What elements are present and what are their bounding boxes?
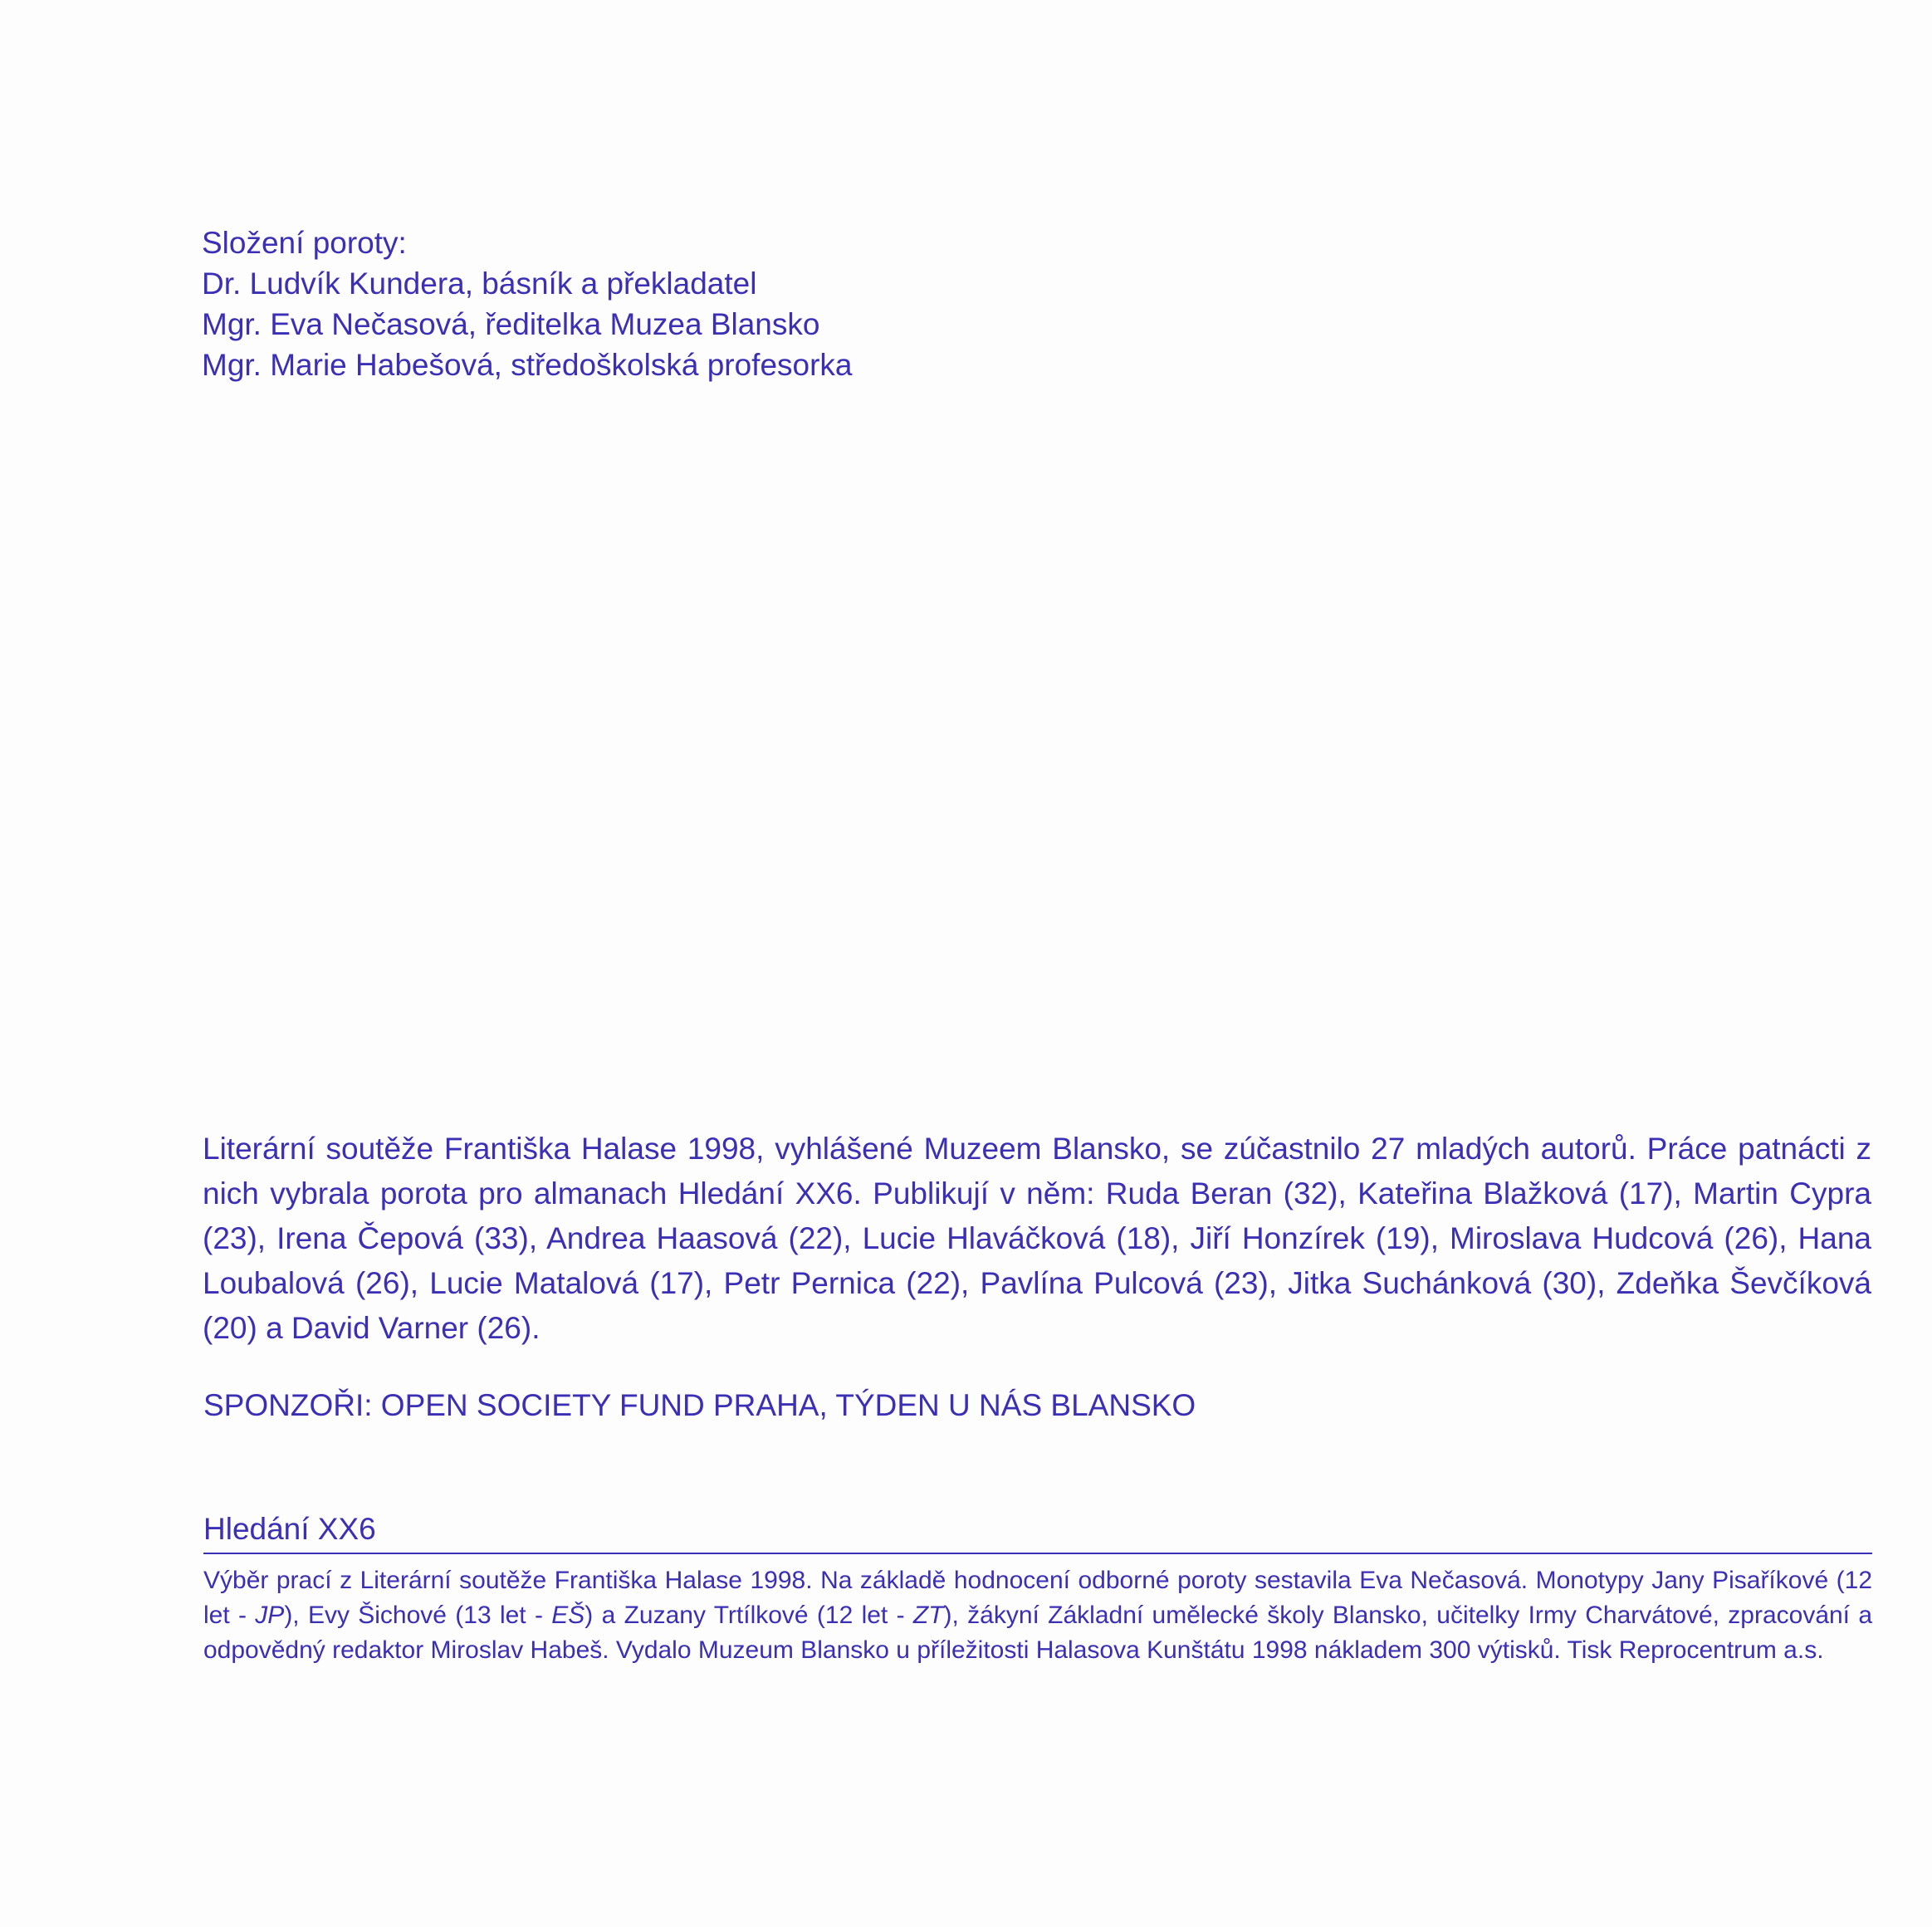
colophon-divider xyxy=(203,1553,1872,1554)
jury-member: Dr. Ludvík Kundera, básník a překladatel xyxy=(202,267,757,301)
colophon-text-part: ) a Zuzany Trtílkové (12 let - xyxy=(584,1602,913,1629)
jury-member: Mgr. Marie Habešová, středoškolská profesorka xyxy=(202,348,853,382)
colophon-title: Hledání XX6 xyxy=(203,1512,376,1546)
colophon-text-part: ), Evy Šichové (13 let - xyxy=(284,1602,552,1629)
sponsors-line: SPONZOŘI: OPEN SOCIETY FUND PRAHA, TÝDEN U NÁS BLANSKO xyxy=(203,1388,1196,1422)
jury-member: Mgr. Eva Nečasová, ředitelka Muzea Blansko xyxy=(202,307,820,341)
jury-heading: Složení poroty: xyxy=(202,226,407,260)
jury-section xyxy=(202,223,853,385)
colophon-abbreviation: ZT xyxy=(912,1602,944,1629)
colophon-text xyxy=(203,1563,1872,1668)
colophon-text-part: Výběr prací z Literární soutěže Františka Halase 1998. Na základě hodnocení odborné poroty sestavila Eva Nečasová. Monotypy Jany Pisaříkové (12 let - xyxy=(203,1567,1872,1629)
colophon-text-part: ), žákyní Základní umělecké školy Blansko, učitelky Irmy Charvátové, zpracování a odpovědný redaktor Miroslav Habeš. Vydalo Muzeum Blansko u příležitosti Halasova Kunštátu 1998 nákladem 300 výtisků. Tisk Reprocentrum a.s. xyxy=(203,1602,1873,1664)
colophon-abbreviation: JP xyxy=(255,1602,285,1629)
participants-paragraph: Literární soutěže Františka Halase 1998, vyhlášené Muzeem Blansko, se zúčastnilo 27 mladých autorů. Práce patnácti z nich vybrala porota pro almanach Hledání XX6. Publikují v něm: Ruda Beran (32), Kateřina Blažková (17), Martin Cypra (23), Irena Čepová (33), Andrea Haasová (22), Lucie Hlaváčková (18), Jiří Honzírek (19), Miroslava Hudcová (26), Hana Loubalová (26), Lucie Matalová (17), Petr Pernica (22), Pavlína Pulcová (23), Jitka Suchánková (30), Zdeňka Ševčíková (20) a David Varner (26). xyxy=(203,1132,1871,1345)
colophon-abbreviation: EŠ xyxy=(551,1602,585,1629)
